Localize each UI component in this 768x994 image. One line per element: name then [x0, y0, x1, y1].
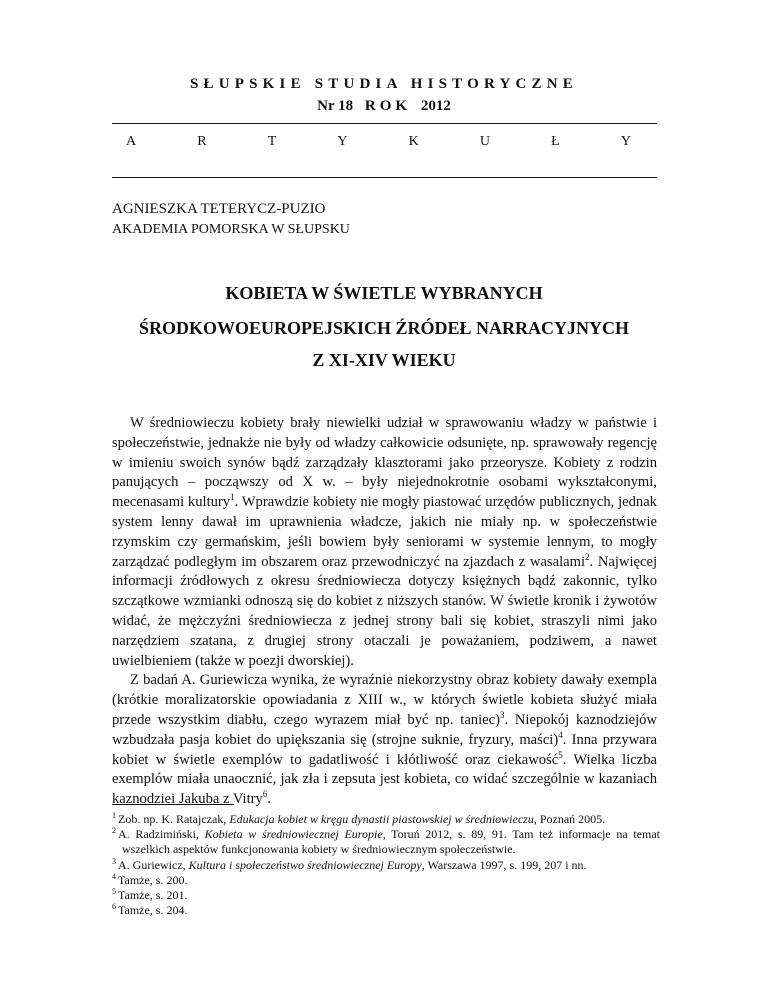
footnote-number: 1 [112, 811, 116, 820]
footnote-ref: 6 [262, 789, 268, 800]
footnote-ref: 5 [558, 749, 563, 760]
section-letter: U [479, 134, 491, 149]
text-run: Z badań A. Guriewicza wynika, że wyraźnie niekorzystny obraz kobiety dawały exempla (krótkie moralizatorskie opowiadania z XIII w., w których świetle kobieta służyć miała przede wszystkim diabłu, czego wyrazem miał być np. taniec) [112, 672, 657, 728]
footnotes [112, 812, 660, 918]
section-letter: T [267, 134, 277, 149]
author-affiliation: AKADEMIA POMORSKA W SŁUPSKU [112, 222, 350, 237]
footnote-number: 6 [112, 902, 116, 912]
footnote-text: , Toruń 2012, s. 89, 91. Tam też informacje na temat wszelkich aspektów funkcjonowania kobiety w średniowiecznym społeczeństwie. [122, 827, 661, 857]
text-run: . Inna przywara kobiet w świetle exemplów to gadatliwość i kłótliwość oraz ciekawość [112, 731, 657, 768]
footnote-text: Tamże, s. 204. [118, 903, 188, 918]
footnote-text: Zob. np. K. Ratajczak, [118, 812, 230, 826]
section-label-artykuly [126, 134, 631, 150]
paragraph [112, 671, 657, 810]
section-letter: R [197, 134, 207, 149]
year-label: ROK [364, 98, 412, 114]
text-run: . Wielka liczba exemplów miała unaocznić, jak zła i zepsuta jest kobieta, co widać szczególnie w kazaniach kaznodziei Jakuba z Vitry [112, 751, 657, 808]
footnote [112, 812, 660, 827]
section-letter: Y [337, 134, 348, 149]
footnote-text: Tamże, s. 201. [118, 888, 188, 903]
article-title-line-1: KOBIETA W ŚWIETLE WYBRANYCH [225, 283, 543, 303]
section-letter: Ł [551, 134, 560, 149]
footnote-number: 2 [112, 826, 116, 836]
footnote-number: 4 [112, 871, 116, 881]
issue-line [0, 98, 768, 115]
article-body [112, 414, 657, 810]
footnote-text: , Warszawa 1997, s. 199, 207 i nn. [421, 857, 587, 872]
footnote-ref: 2 [585, 551, 590, 562]
paragraph [112, 414, 657, 671]
issue-number: Nr 18 [317, 98, 354, 114]
text-run: . Niepokój kaznodziejów wzbudzała pasja kobiet do upiększania się (strojne suknie, fryzury, maści) [112, 711, 657, 748]
footnote-work-title: Kobieta w średniowiecznej Europie [204, 827, 383, 842]
issue-year: 2012 [420, 98, 451, 114]
text-run: . [267, 791, 271, 808]
footnote [112, 858, 660, 873]
footnote-text: Tamże, s. 200. [118, 872, 188, 887]
text-run: . Wprawdzie kobiety nie mogły piastować urzędów publicznych, jednak system lenny dawał im uprawnienia władcze, jakich nie miały np. w społeczeństwie rzymskim czy germańskim, jeśli bowiem były seniorami w systemie lennym, to mogły zarządzać podległym im obszarem oraz przewodniczyć na zjazdach z wasalami [112, 494, 657, 570]
footnote [112, 873, 660, 888]
footnote-number: 5 [112, 887, 116, 897]
author-name: AGNIESZKA TETERYCZ-PUZIO [112, 201, 326, 217]
footnote-text: A. Radzimiński, [118, 827, 205, 842]
footnote-number: 3 [112, 856, 116, 866]
section-letter: Y [620, 134, 631, 149]
text-run: . Najwięcej informacji źródłowych z okresu średniowiecza dotyczy księżnych bądź zakonnic, tylko szczątkowe wzmianki odnoszą się do kobiet z niższych stanów. W świetle kronik i żywotów widać, że mężczyźni średniowiecza z jednej strony bali się kobiet, straszyli nimi jako narzędziem szatana, z drugiej strony otaczali je poważaniem, podziwem, a nawet uwielbieniem (także w poezji dworskiej). [112, 553, 657, 669]
footnote-text: , Poznań 2005. [533, 812, 606, 826]
footnote-work-title: Kultura i społeczeństwo średniowiecznej Europy [188, 857, 422, 872]
footnote-separator [112, 804, 234, 805]
footnote-work-title: Edukacja kobiet w kręgu dynastii piastowskiej w średniowieczu [229, 812, 534, 826]
footnote-ref: 3 [499, 710, 505, 721]
header-rule-bottom [112, 177, 657, 178]
header-rule-top [112, 123, 657, 124]
footnote-text: A. Guriewicz, [118, 857, 189, 872]
footnote-ref: 4 [558, 729, 563, 740]
footnote [112, 827, 660, 857]
footnote-ref: 1 [230, 492, 235, 503]
article-title-line-3: Z XI-XIV WIEKU [312, 350, 456, 370]
footnote [112, 888, 660, 903]
section-letter: A [126, 134, 137, 149]
journal-title: SŁUPSKIE STUDIA HISTORYCZNE [189, 76, 578, 92]
text-run: W średniowieczu kobiety brały niewielki udział w sprawowaniu władzy w państwie i społeczeństwie, jednakże nie były od władzy całkowicie odsunięte, np. sprawowały regencję w imieniu swoich synów bądź zarządzały klasztorami jako przeorysze. Kobiety z rodzin panujących – począwszy od X w. – były niejednokrotnie osobami wykształconymi, mecenasami kultury [112, 415, 657, 511]
footnote [112, 903, 660, 918]
section-letter: K [408, 134, 419, 149]
article-title-line-2: ŚRODKOWOEUROPEJSKICH ŹRÓDEŁ NARRACYJNYCH [138, 318, 630, 338]
